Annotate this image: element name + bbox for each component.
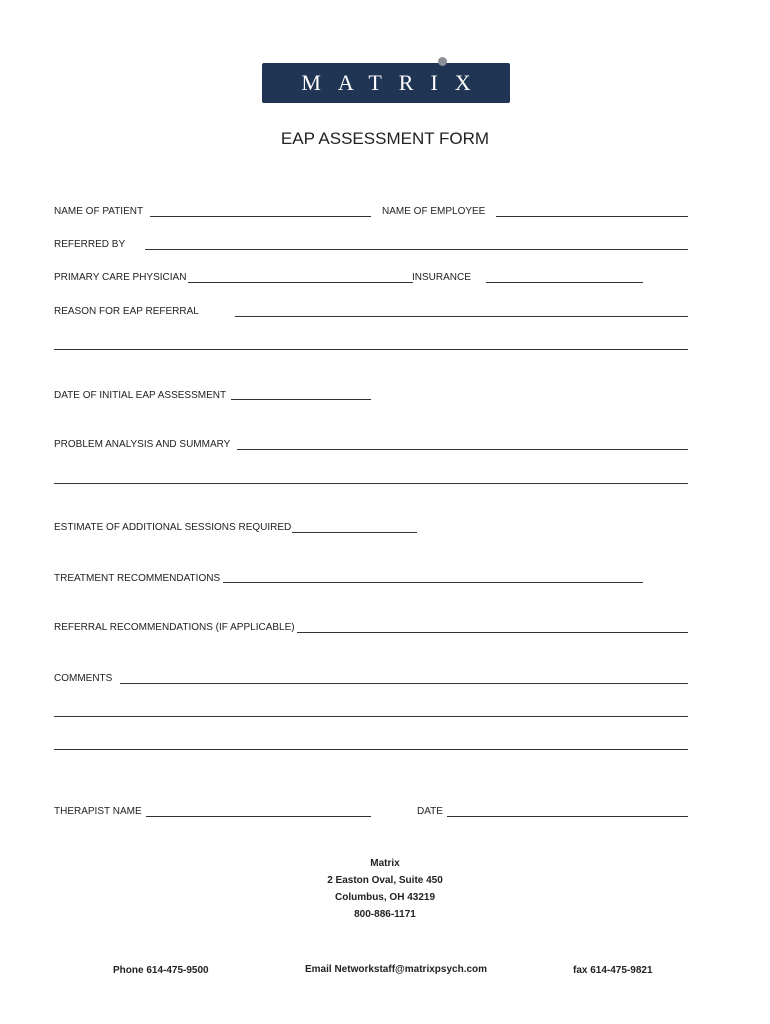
logo-dot-icon <box>438 57 447 66</box>
primary-care-physician-line[interactable] <box>188 282 413 283</box>
referral-recommendations-line[interactable] <box>297 632 688 633</box>
referred-by-line[interactable] <box>145 249 688 250</box>
address-street: 2 Easton Oval, Suite 450 <box>327 875 443 886</box>
primary-care-physician-label: PRIMARY CARE PHYSICIAN <box>54 272 187 283</box>
date-line[interactable] <box>447 816 688 817</box>
therapist-name-line[interactable] <box>146 816 371 817</box>
name-of-patient-line[interactable] <box>150 216 371 217</box>
form-title: EAP ASSESSMENT FORM <box>280 129 490 148</box>
name-of-patient-label: NAME OF PATIENT <box>54 206 144 217</box>
comments-line[interactable] <box>120 683 688 684</box>
estimate-sessions-line[interactable] <box>292 532 417 533</box>
insurance-line[interactable] <box>486 282 643 283</box>
comments-label: COMMENTS <box>54 673 113 684</box>
problem-analysis-line[interactable] <box>237 449 688 450</box>
address-name: Matrix <box>370 858 400 869</box>
date-initial-assessment-line[interactable] <box>231 399 371 400</box>
comments-line-3[interactable] <box>54 749 688 750</box>
logo-text: MATRIX <box>301 70 488 95</box>
date-label: DATE <box>417 806 443 817</box>
therapist-name-label: THERAPIST NAME <box>54 806 142 817</box>
problem-analysis-line-2[interactable] <box>54 483 688 484</box>
address-phone: 800-886-1171 <box>354 909 416 920</box>
matrix-logo <box>262 63 510 103</box>
treatment-recommendations-line[interactable] <box>223 582 643 583</box>
treatment-recommendations-label: TREATMENT RECOMMENDATIONS <box>54 573 221 584</box>
contact-phone: Phone 614-475-9500 <box>113 965 209 976</box>
date-initial-assessment-label: DATE OF INITIAL EAP ASSESSMENT <box>54 390 227 401</box>
estimate-sessions-label: ESTIMATE OF ADDITIONAL SESSIONS REQUIRED <box>54 522 292 533</box>
problem-analysis-label: PROBLEM ANALYSIS AND SUMMARY <box>54 439 231 450</box>
reason-for-referral-label: REASON FOR EAP REFERRAL <box>54 306 199 317</box>
referral-recommendations-label: REFERRAL RECOMMENDATIONS (IF APPLICABLE) <box>54 622 295 633</box>
name-of-employee-label: NAME OF EMPLOYEE <box>382 206 486 217</box>
address-city: Columbus, OH 43219 <box>334 892 436 903</box>
reason-for-referral-line-2[interactable] <box>54 349 688 350</box>
insurance-label: INSURANCE <box>412 272 471 283</box>
referred-by-label: REFERRED BY <box>54 239 126 250</box>
contact-fax: fax 614-475-9821 <box>573 965 653 976</box>
name-of-employee-line[interactable] <box>496 216 688 217</box>
contact-email[interactable]: Email Networkstaff@matrixpsych.com <box>305 964 488 975</box>
reason-for-referral-line[interactable] <box>235 316 688 317</box>
comments-line-2[interactable] <box>54 716 688 717</box>
